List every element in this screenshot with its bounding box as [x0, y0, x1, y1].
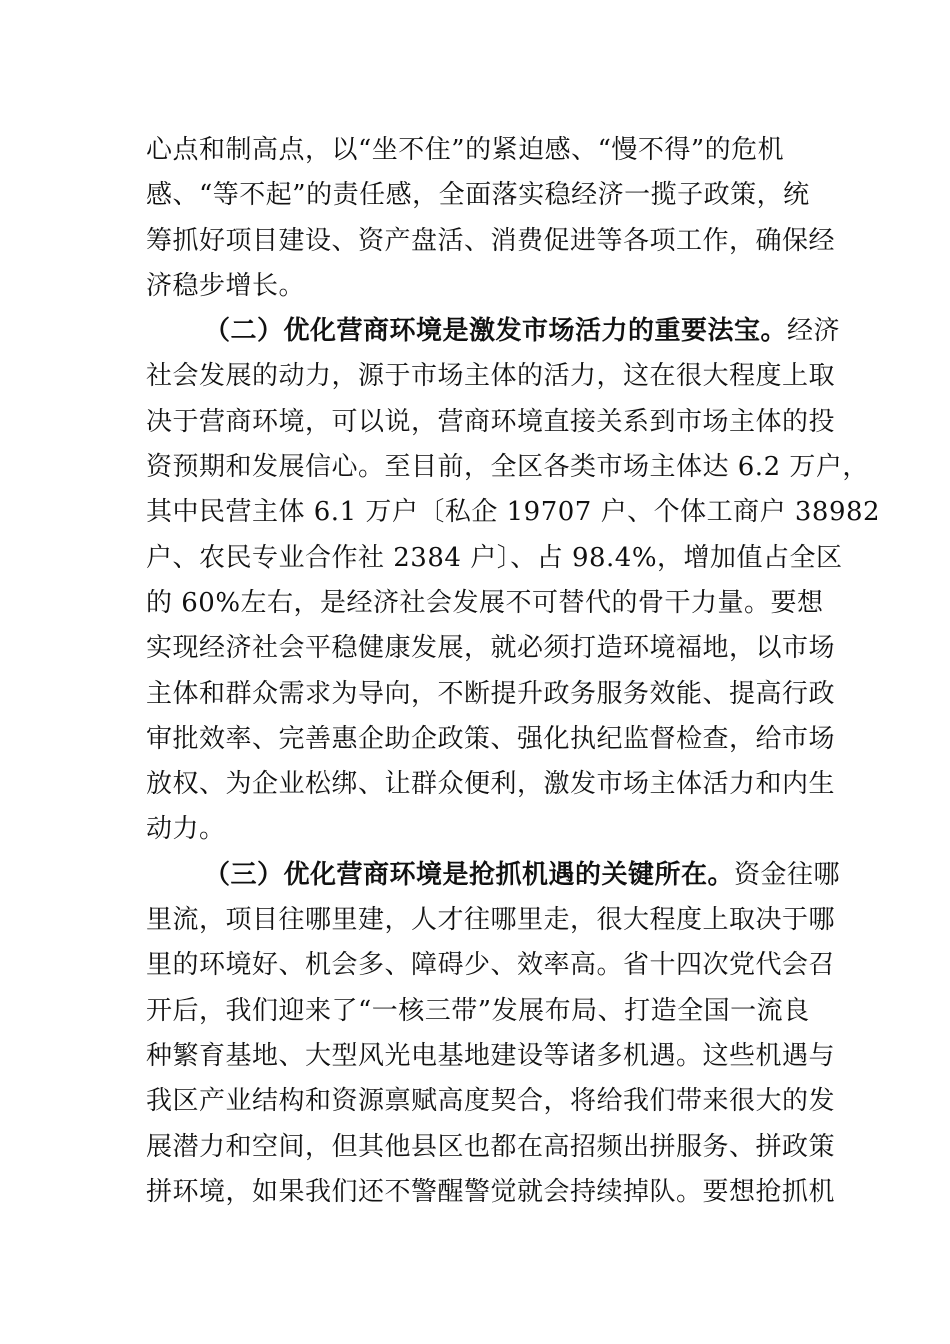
section-heading: （三）优化营商环境是抢抓机遇的关键所在。 [204, 859, 735, 890]
text-run: 经济 [787, 316, 841, 347]
text-line: 户、农民专业合作社 2384 户〕、占 98.4%，增加值占全区 [146, 542, 843, 573]
text-line: 里的环境好、机会多、障碍少、效率高。省十四次党代会召 [146, 950, 836, 981]
paragraph-2 [146, 309, 881, 853]
text-line: 动力。 [146, 814, 226, 845]
paragraph-1 [146, 128, 836, 309]
section-heading: （二）优化营商环境是激发市场活力的重要法宝。 [204, 316, 788, 347]
text-run: 资金往哪 [734, 859, 841, 890]
text-line: 社会发展的动力，源于市场主体的活力，这在很大程度上取 [146, 361, 836, 392]
text-line: 济稳步增长。 [146, 270, 306, 301]
text-line: 实现经济社会平稳健康发展，就必须打造环境福地，以市场 [146, 633, 836, 664]
text-line: 决于营商环境，可以说，营商环境直接关系到市场主体的投 [146, 406, 836, 437]
text-line: 的 60%左右，是经济社会发展不可替代的骨干力量。要想 [146, 587, 824, 618]
text-line: 放权、为企业松绑、让群众便利，激发市场主体活力和内生 [146, 769, 836, 800]
text-line: 感、“等不起”的责任感，全面落实稳经济一揽子政策，统 [146, 180, 810, 211]
text-line: 其中民营主体 6.1 万户〔私企 19707 户、个体工商户 38982 [146, 497, 881, 528]
text-line [146, 309, 841, 354]
text-line: 展潜力和空间，但其他县区也都在高招频出拼服务、拼政策 [146, 1131, 836, 1162]
paragraph-3 [146, 853, 841, 1215]
text-line: 种繁育基地、大型风光电基地建设等诸多机遇。这些机遇与 [146, 1040, 836, 1071]
text-line: 我区产业结构和资源禀赋高度契合，将给我们带来很大的发 [146, 1086, 836, 1117]
text-line: 审批效率、完善惠企助企政策、强化执纪监督检查，给市场 [146, 723, 836, 754]
body-text [146, 128, 881, 1215]
text-line: 开后，我们迎来了“一核三带”发展布局、打造全国一流良 [146, 995, 810, 1026]
text-line: 主体和群众需求为导向，不断提升政务服务效能、提高行政 [146, 678, 836, 709]
text-line: 资预期和发展信心。至目前，全区各类市场主体达 6.2 万户， [146, 452, 869, 483]
text-line: 里流，项目往哪里建，人才往哪里走，很大程度上取决于哪 [146, 905, 836, 936]
text-line: 拼环境，如果我们还不警醒警觉就会持续掉队。要想抢抓机 [146, 1176, 836, 1207]
text-line [146, 853, 841, 898]
text-line: 心点和制高点，以“坐不住”的紧迫感、“慢不得”的危机 [146, 135, 785, 165]
text-line: 筹抓好项目建设、资产盘活、消费促进等各项工作，确保经 [146, 225, 836, 256]
